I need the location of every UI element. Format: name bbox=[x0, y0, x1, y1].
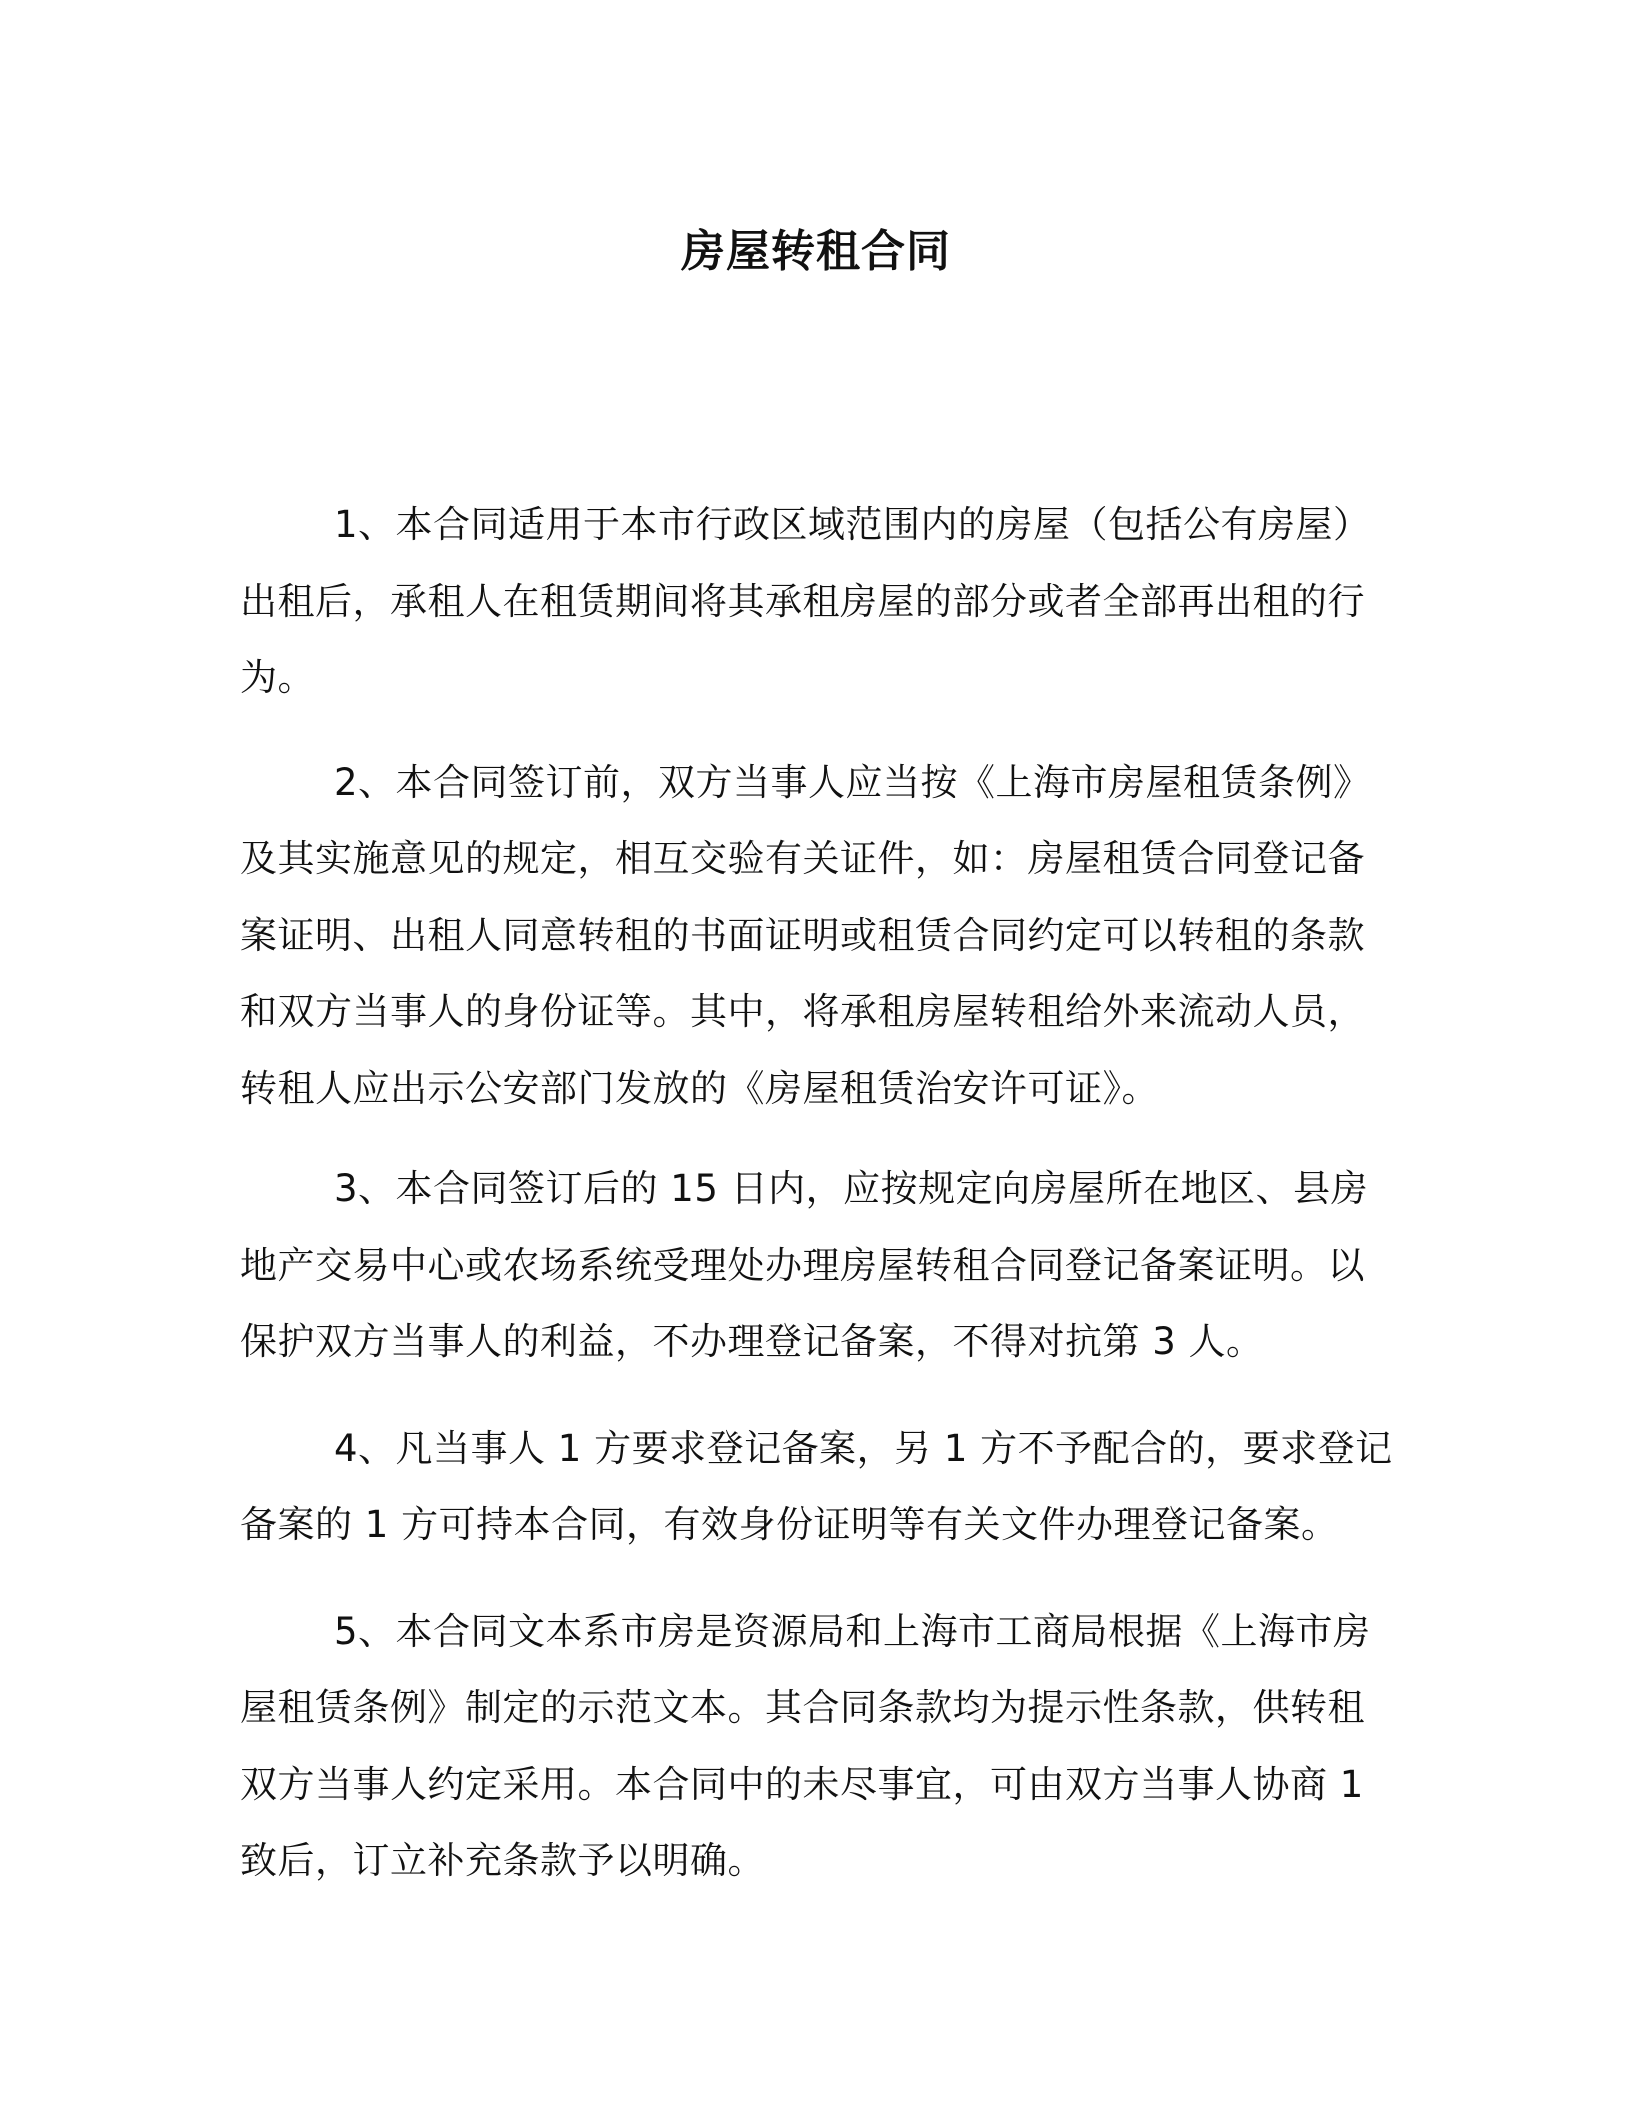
document-body bbox=[240, 487, 1400, 1928]
paragraph-5: 5、本合同文本系市房是资源局和上海市工商局根据《上海市房屋租赁条例》制定的示范文本。其合同条款均为提示性条款，供转租双方当事人约定采用。本合同中的未尽事宜，可由双方当事人协商 1 致后，订立补充条款予以明确。 bbox=[240, 1609, 1371, 1882]
paragraph-2: 2、本合同签订前，双方当事人应当按《上海市房屋租赁条例》及其实施意见的规定，相互交验有关证件，如：房屋租赁合同登记备案证明、出租人同意转租的书面证明或租赁合同约定可以转租的条款和双方当事人的身份证等。其中，将承租房屋转租给外来流动人员，转租人应出示公安部门发放的《房屋租赁治安许可证》。 bbox=[240, 760, 1371, 1110]
paragraph-1: 1、本合同适用于本市行政区域范围内的房屋（包括公有房屋）出租后，承租人在租赁期间将其承租房屋的部分或者全部再出租的行为。 bbox=[240, 503, 1371, 699]
paragraph-3: 3、本合同签订后的 15 日内，应按规定向房屋所在地区、县房地产交易中心或农场系统受理处办理房屋转租合同登记备案证明。以保护双方当事人的利益，不办理登记备案，不得对抗第 3 人。 bbox=[240, 1167, 1369, 1363]
document-title: 房屋转租合同 bbox=[681, 226, 951, 277]
paragraph-4: 4、凡当事人 1 方要求登记备案，另 1 方不予配合的，要求登记备案的 1 方可持本合同，有效身份证明等有关文件办理登记备案。 bbox=[240, 1426, 1393, 1546]
